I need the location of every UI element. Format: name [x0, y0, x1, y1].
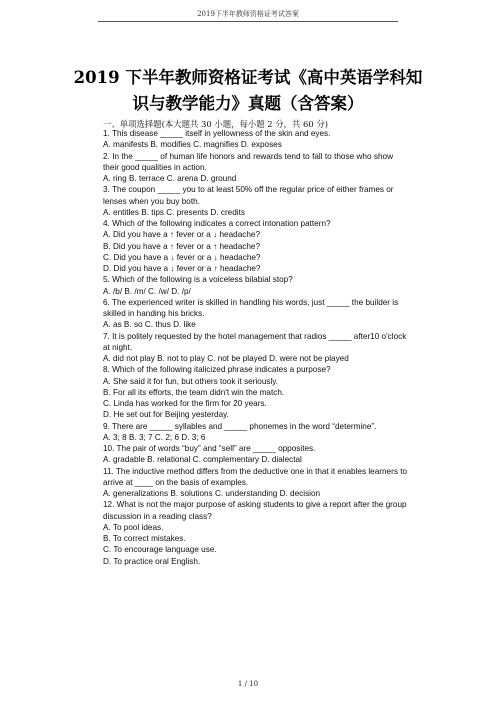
question-line: 10. The pair of words “buy” and “sell” are _____ opposites.	[103, 444, 316, 453]
question-line: A. She said it for fun, but others took it seriously.	[103, 376, 279, 386]
question-line: A. To pool ideas.	[103, 522, 164, 532]
question-line: 9. There are _____ syllables and _____ phonemes in the word “determine”.	[103, 421, 377, 431]
question-line: D. Did you have a ↓ fever or a ↑ headache?	[103, 264, 261, 273]
question-line: A. as B. so C. thus D. like	[103, 320, 196, 330]
question-line: arrive at ____ on the basis of examples.	[103, 477, 249, 487]
question-line: A. Did you have a ↑ fever or a ↓ headache?	[103, 230, 261, 240]
question-line: A. manifests B. modifies C. magnifies D. exposes	[103, 140, 282, 150]
question-line: B. For all its efforts, the team didn't win the match.	[103, 387, 285, 397]
question-line: A. entitles B. tips C. presents D. credits	[103, 207, 245, 217]
question-line: 5. Which of the following is a voiceless bilabial stop?	[103, 275, 293, 285]
question-line: 11. The inductive method differs from the deductive one in that it enables learners to	[103, 466, 408, 476]
question-line: discussion in a reading class?	[103, 511, 212, 521]
question-line: C. To encourage language use.	[103, 545, 217, 555]
question-line: 6. The experienced writer is skilled in handling his words, just _____ the builder is	[103, 297, 399, 307]
question-line: A. gradable B. relational C. complementary D. dialectal	[103, 455, 302, 465]
title-line-2: 识与教学能力》真题（含答案）	[132, 94, 364, 113]
question-line: 1. This disease _____ itself in yellowness of the skin and eyes.	[103, 129, 331, 138]
question-line: A. generalizations B. solutions C. understanding D. decision	[103, 489, 321, 498]
question-line: 8. Which of the following italicized phrase indicates a purpose?	[103, 365, 331, 375]
question-line: at night.	[103, 342, 133, 352]
question-line: A. ring B. terrace C. arena D. ground	[103, 174, 237, 183]
question-line: 7. It is politely requested by the hotel management that radios _____ after10 o'clock	[103, 331, 407, 341]
question-line: B. Did you have a ↑ fever or a ↑ headache?	[103, 241, 261, 251]
question-line: skilled in handing his bricks.	[103, 309, 205, 318]
title-line-1: 2019 下半年教师资格证考试《高中英语学科知	[73, 68, 423, 87]
question-list	[103, 128, 408, 567]
section-heading: 一、单项选择题(本大题共 30 小题，每小题 2 分，共 60 分)	[103, 119, 329, 129]
question-line: 12. What is not the major purpose of asking students to give a report after the group	[103, 500, 407, 510]
page-header: 2019下半年教师资格证考试答案	[197, 10, 299, 18]
question-line: D. To practice oral English.	[103, 556, 201, 566]
question-line: A. /b/ B. /m/ C. /w/ D. /p/	[103, 286, 191, 296]
question-line: their good qualities in action.	[103, 162, 207, 172]
question-line: C. Did you have a ↓ fever or a ↓ headache?	[103, 252, 261, 262]
header-rule	[98, 21, 398, 22]
question-line: 4. Which of the following indicates a correct intonation pattern?	[103, 219, 331, 228]
question-line: D. He set out for Beijing yesterday.	[103, 410, 229, 420]
question-line: C. Linda has worked for the firm for 20 years.	[103, 399, 267, 408]
page-number: 1 / 10	[237, 680, 259, 688]
question-line: lenses when you buy both.	[103, 196, 200, 206]
question-line: 2. In the _____ of human life honors and rewards tend to fall to those who show	[103, 151, 393, 161]
document-title	[60, 65, 436, 117]
question-line: 3. The coupon _____ you to at least 50% off the regular price of either frames or	[103, 185, 394, 195]
question-line: A. 3; 8 B. 3; 7 C. 2; 6 D. 3; 6	[103, 432, 206, 442]
question-line: A. did not play B. not to play C. not be played D. were not be played	[103, 354, 349, 363]
question-line: B. To correct mistakes.	[103, 534, 186, 543]
